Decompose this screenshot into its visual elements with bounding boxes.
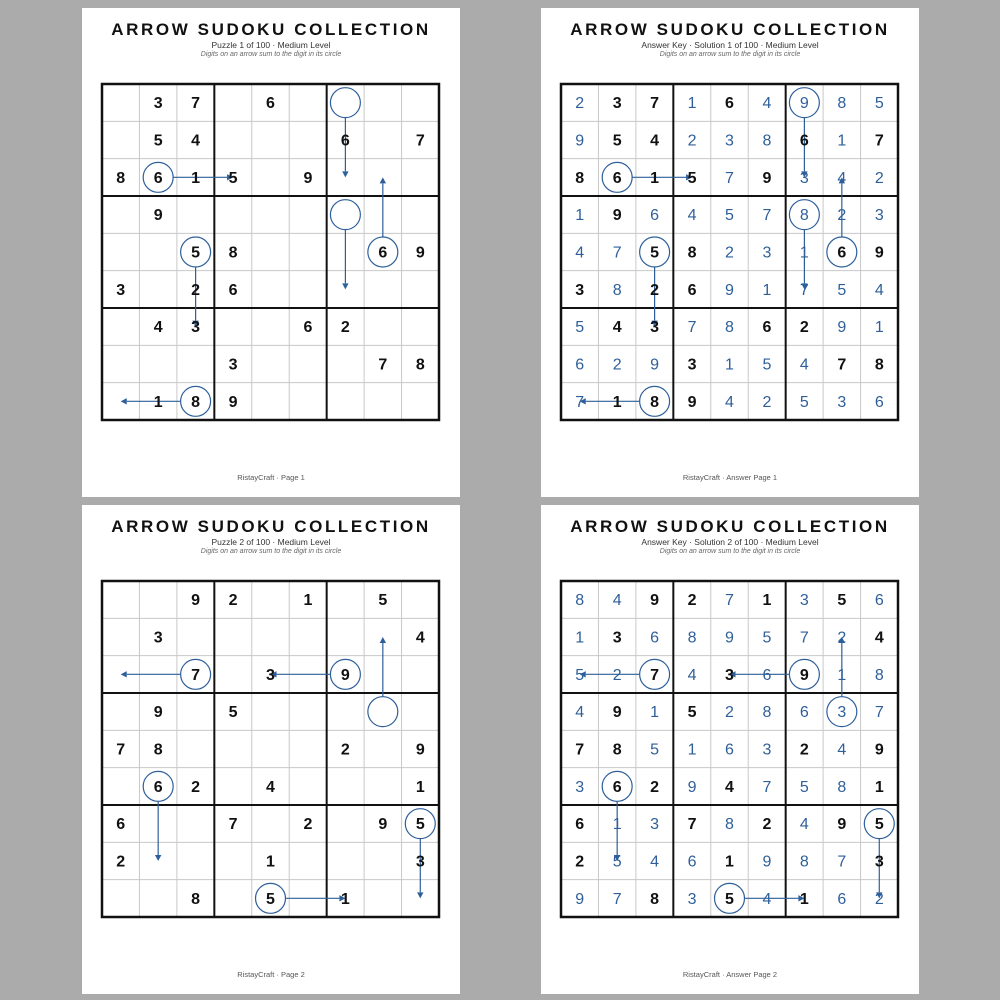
solution-digit: 5 bbox=[874, 95, 884, 113]
solution-digit: 1 bbox=[837, 666, 847, 684]
given-digit: 8 bbox=[687, 244, 697, 262]
solution-digit: 9 bbox=[687, 778, 697, 796]
given-digit: 6 bbox=[725, 95, 734, 113]
sudoku-grid bbox=[102, 84, 439, 420]
solution-digit: 5 bbox=[837, 281, 847, 299]
arrow-head bbox=[417, 892, 423, 898]
page-subtitle: Puzzle 2 of 100 · Medium Level bbox=[211, 537, 331, 547]
given-digit: 9 bbox=[837, 816, 847, 834]
solution-digit: 7 bbox=[725, 169, 734, 187]
solution-digit: 3 bbox=[837, 704, 847, 722]
solution-digit: 2 bbox=[725, 704, 734, 722]
given-digit: 3 bbox=[153, 95, 163, 113]
solution-digit: 7 bbox=[725, 592, 734, 610]
given-digit: 5 bbox=[837, 592, 847, 610]
given-digit: 2 bbox=[762, 816, 772, 834]
solution-digit: 8 bbox=[687, 629, 697, 647]
solution-digit: 8 bbox=[837, 778, 847, 796]
solution-digit: 6 bbox=[650, 629, 660, 647]
solution-digit: 1 bbox=[762, 281, 772, 299]
given-digit: 2 bbox=[340, 741, 350, 759]
answer-page-1 bbox=[541, 8, 919, 497]
given-digit: 6 bbox=[153, 778, 163, 796]
given-digit: 5 bbox=[153, 132, 163, 150]
given-digit: 1 bbox=[725, 853, 734, 871]
solution-digit: 8 bbox=[837, 95, 847, 113]
solution-digit: 9 bbox=[575, 132, 585, 150]
solution-digit: 8 bbox=[799, 853, 809, 871]
solution-digit: 3 bbox=[762, 741, 772, 759]
arrow-head bbox=[380, 637, 386, 643]
solution-digit: 8 bbox=[762, 704, 772, 722]
solution-digit: 4 bbox=[575, 704, 585, 722]
puzzle-page-1 bbox=[82, 8, 460, 497]
solution-digit: 4 bbox=[874, 281, 884, 299]
given-digit: 6 bbox=[266, 95, 275, 113]
given-digit: 1 bbox=[415, 778, 425, 796]
given-digit: 8 bbox=[575, 169, 585, 187]
solution-digit: 6 bbox=[725, 741, 734, 759]
solution-digit: 4 bbox=[762, 95, 772, 113]
given-digit: 7 bbox=[228, 816, 238, 834]
given-digit: 4 bbox=[650, 132, 660, 150]
solution-digit: 9 bbox=[837, 319, 847, 337]
given-digit: 3 bbox=[116, 281, 126, 299]
solution-digit: 8 bbox=[612, 281, 622, 299]
given-digit: 6 bbox=[762, 319, 772, 337]
solution-digit: 7 bbox=[575, 393, 585, 411]
given-digit: 1 bbox=[340, 890, 350, 908]
puzzle-page-2 bbox=[82, 505, 460, 994]
given-digit: 6 bbox=[378, 244, 388, 262]
given-digit: 3 bbox=[153, 629, 163, 647]
solution-digit: 7 bbox=[799, 281, 809, 299]
given-digit: 8 bbox=[116, 169, 126, 187]
solution-digit: 4 bbox=[799, 356, 809, 374]
solution-digit: 7 bbox=[762, 778, 772, 796]
solution-digit: 6 bbox=[762, 666, 772, 684]
solution-digit: 6 bbox=[799, 704, 809, 722]
given-digit: 4 bbox=[725, 778, 734, 796]
given-digit: 6 bbox=[799, 132, 809, 150]
solution-digit: 8 bbox=[762, 132, 772, 150]
arrow-head bbox=[121, 398, 127, 404]
solution-digit: 5 bbox=[575, 319, 585, 337]
solution-digit: 3 bbox=[762, 244, 772, 262]
solution-digit: 6 bbox=[874, 592, 884, 610]
solution-digit: 9 bbox=[650, 356, 660, 374]
solution-digit: 9 bbox=[725, 629, 734, 647]
given-digit: 6 bbox=[340, 132, 350, 150]
given-digit: 8 bbox=[415, 356, 425, 374]
solution-digit: 4 bbox=[687, 666, 697, 684]
given-digit: 1 bbox=[303, 592, 313, 610]
given-digit: 7 bbox=[650, 95, 660, 113]
given-digit: 3 bbox=[612, 629, 622, 647]
solution-digit: 7 bbox=[799, 629, 809, 647]
given-digit: 5 bbox=[378, 592, 388, 610]
page-title: ARROW SUDOKU COLLECTION bbox=[111, 20, 431, 39]
solution-digit: 5 bbox=[799, 393, 809, 411]
given-digit: 3 bbox=[266, 666, 275, 684]
given-digit: 1 bbox=[153, 393, 163, 411]
given-digit: 5 bbox=[228, 169, 238, 187]
given-digit: 8 bbox=[153, 741, 163, 759]
given-digit: 7 bbox=[415, 132, 425, 150]
solution-digit: 9 bbox=[725, 281, 734, 299]
page-footer: RistayCraft · Page 1 bbox=[237, 473, 305, 482]
given-digit: 6 bbox=[228, 281, 238, 299]
given-digit: 6 bbox=[612, 778, 622, 796]
solution-digit: 3 bbox=[874, 207, 884, 225]
given-digit: 4 bbox=[153, 319, 163, 337]
given-digit: 9 bbox=[415, 244, 425, 262]
solution-digit: 7 bbox=[612, 890, 622, 908]
given-digit: 2 bbox=[650, 778, 660, 796]
given-digit: 5 bbox=[612, 132, 622, 150]
given-digit: 2 bbox=[799, 741, 809, 759]
given-digit: 8 bbox=[191, 890, 201, 908]
given-digit: 1 bbox=[874, 778, 884, 796]
solution-digit: 1 bbox=[687, 741, 697, 759]
rule-note: Digits on an arrow sum to the digit in its circle bbox=[659, 548, 801, 555]
given-digit: 5 bbox=[266, 890, 275, 908]
given-digit: 5 bbox=[415, 816, 425, 834]
given-digit: 3 bbox=[650, 319, 660, 337]
solution-digit: 3 bbox=[725, 132, 734, 150]
solution-digit: 1 bbox=[612, 816, 622, 834]
solution-digit: 2 bbox=[762, 393, 772, 411]
given-digit: 3 bbox=[575, 281, 585, 299]
solution-digit: 4 bbox=[575, 244, 585, 262]
given-digit: 9 bbox=[378, 816, 388, 834]
grid-border bbox=[102, 84, 439, 420]
solution-digit: 2 bbox=[837, 629, 847, 647]
given-digit: 6 bbox=[153, 169, 163, 187]
rule-note: Digits on an arrow sum to the digit in its circle bbox=[200, 548, 342, 555]
rule-note: Digits on an arrow sum to the digit in its circle bbox=[200, 51, 342, 58]
page-footer: RistayCraft · Page 2 bbox=[237, 970, 305, 979]
solution-digit: 2 bbox=[874, 169, 884, 187]
solution-digit: 7 bbox=[612, 244, 622, 262]
page-subtitle: Puzzle 1 of 100 · Medium Level bbox=[211, 40, 331, 50]
given-digit: 8 bbox=[228, 244, 238, 262]
solution-digit: 5 bbox=[799, 778, 809, 796]
page-footer: RistayCraft · Answer Page 1 bbox=[682, 473, 778, 482]
solution-digit: 4 bbox=[612, 592, 622, 610]
given-digit: 6 bbox=[303, 319, 313, 337]
solution-digit: 5 bbox=[725, 207, 734, 225]
given-digit: 7 bbox=[191, 666, 201, 684]
solution-digit: 9 bbox=[575, 890, 585, 908]
page-title: ARROW SUDOKU COLLECTION bbox=[570, 517, 890, 536]
solution-digit: 6 bbox=[650, 207, 660, 225]
solution-digit: 8 bbox=[725, 816, 734, 834]
given-digit: 9 bbox=[303, 169, 313, 187]
solution-digit: 9 bbox=[762, 853, 772, 871]
given-digit: 8 bbox=[191, 393, 201, 411]
solution-digit: 2 bbox=[612, 666, 622, 684]
arrow-head bbox=[380, 177, 386, 183]
given-digit: 9 bbox=[612, 207, 622, 225]
solution-digit: 8 bbox=[725, 319, 734, 337]
given-digit: 2 bbox=[650, 281, 660, 299]
given-digit: 7 bbox=[874, 132, 884, 150]
given-digit: 6 bbox=[575, 816, 585, 834]
given-digit: 1 bbox=[762, 592, 772, 610]
given-digit: 6 bbox=[612, 169, 622, 187]
solution-digit: 2 bbox=[575, 95, 585, 113]
solution-digit: 6 bbox=[837, 890, 847, 908]
given-digit: 4 bbox=[191, 132, 201, 150]
solution-digit: 5 bbox=[612, 853, 622, 871]
given-digit: 3 bbox=[415, 853, 425, 871]
arrow-circle bbox=[330, 200, 360, 230]
given-digit: 5 bbox=[687, 704, 697, 722]
given-digit: 3 bbox=[191, 319, 201, 337]
solution-digit: 4 bbox=[650, 853, 660, 871]
given-digit: 9 bbox=[153, 704, 163, 722]
solution-digit: 8 bbox=[575, 592, 585, 610]
solution-digit: 2 bbox=[837, 207, 847, 225]
solution-digit: 5 bbox=[575, 666, 585, 684]
given-digit: 2 bbox=[799, 319, 809, 337]
sudoku-grid bbox=[102, 581, 439, 917]
given-digit: 2 bbox=[116, 853, 126, 871]
solution-digit: 6 bbox=[874, 393, 884, 411]
arrow-head bbox=[342, 171, 348, 177]
given-digit: 4 bbox=[415, 629, 425, 647]
given-digit: 3 bbox=[612, 95, 622, 113]
solution-digit: 5 bbox=[650, 741, 660, 759]
solution-digit: 1 bbox=[799, 244, 809, 262]
solution-digit: 1 bbox=[575, 629, 585, 647]
given-digit: 9 bbox=[874, 244, 884, 262]
solution-digit: 1 bbox=[650, 704, 660, 722]
given-digit: 3 bbox=[725, 666, 734, 684]
solution-digit: 4 bbox=[725, 393, 734, 411]
given-digit: 7 bbox=[837, 356, 847, 374]
given-digit: 7 bbox=[191, 95, 201, 113]
given-digit: 1 bbox=[266, 853, 275, 871]
solution-digit: 6 bbox=[575, 356, 585, 374]
given-digit: 7 bbox=[687, 816, 697, 834]
given-digit: 5 bbox=[874, 816, 884, 834]
sudoku-grid bbox=[561, 581, 898, 917]
given-digit: 2 bbox=[191, 281, 201, 299]
solution-digit: 5 bbox=[762, 629, 772, 647]
given-digit: 6 bbox=[116, 816, 126, 834]
solution-digit: 9 bbox=[799, 95, 809, 113]
given-digit: 1 bbox=[650, 169, 660, 187]
given-digit: 7 bbox=[650, 666, 660, 684]
solution-digit: 1 bbox=[687, 95, 697, 113]
solution-digit: 2 bbox=[612, 356, 622, 374]
solution-digit: 7 bbox=[837, 853, 847, 871]
arrow-head bbox=[155, 855, 161, 861]
given-digit: 8 bbox=[612, 741, 622, 759]
given-digit: 2 bbox=[575, 853, 585, 871]
solution-digit: 6 bbox=[687, 853, 697, 871]
arrow-head bbox=[342, 283, 348, 289]
rule-note: Digits on an arrow sum to the digit in its circle bbox=[659, 51, 801, 58]
given-digit: 1 bbox=[612, 393, 622, 411]
given-digit: 2 bbox=[228, 592, 238, 610]
given-digit: 5 bbox=[687, 169, 697, 187]
solution-digit: 5 bbox=[762, 356, 772, 374]
solution-digit: 1 bbox=[575, 207, 585, 225]
solution-digit: 1 bbox=[837, 132, 847, 150]
given-digit: 9 bbox=[191, 592, 201, 610]
solution-digit: 8 bbox=[799, 207, 809, 225]
arrow-head bbox=[121, 671, 127, 677]
given-digit: 8 bbox=[874, 356, 884, 374]
given-digit: 9 bbox=[650, 592, 660, 610]
page-footer: RistayCraft · Answer Page 2 bbox=[682, 970, 778, 979]
given-digit: 8 bbox=[650, 393, 660, 411]
solution-digit: 3 bbox=[650, 816, 660, 834]
solution-digit: 3 bbox=[799, 169, 809, 187]
page-subtitle: Answer Key · Solution 1 of 100 · Medium Level bbox=[641, 40, 819, 50]
solution-digit: 4 bbox=[837, 741, 847, 759]
solution-digit: 3 bbox=[687, 890, 697, 908]
given-digit: 9 bbox=[687, 393, 697, 411]
given-digit: 2 bbox=[303, 816, 313, 834]
given-digit: 9 bbox=[153, 207, 163, 225]
solution-digit: 7 bbox=[687, 319, 697, 337]
given-digit: 3 bbox=[687, 356, 697, 374]
solution-digit: 4 bbox=[762, 890, 772, 908]
given-digit: 3 bbox=[228, 356, 238, 374]
answer-page-2 bbox=[541, 505, 919, 994]
given-digit: 6 bbox=[837, 244, 847, 262]
given-digit: 9 bbox=[762, 169, 772, 187]
given-digit: 9 bbox=[340, 666, 350, 684]
given-digit: 1 bbox=[191, 169, 201, 187]
page-title: ARROW SUDOKU COLLECTION bbox=[111, 517, 431, 536]
sudoku-grid bbox=[561, 84, 898, 420]
given-digit: 5 bbox=[725, 890, 734, 908]
arrow-circle bbox=[330, 88, 360, 118]
given-digit: 9 bbox=[874, 741, 884, 759]
given-digit: 6 bbox=[687, 281, 697, 299]
page-title: ARROW SUDOKU COLLECTION bbox=[570, 20, 890, 39]
solution-digit: 2 bbox=[687, 132, 697, 150]
solution-digit: 4 bbox=[799, 816, 809, 834]
given-digit: 3 bbox=[874, 853, 884, 871]
given-digit: 7 bbox=[575, 741, 585, 759]
solution-digit: 3 bbox=[837, 393, 847, 411]
given-digit: 4 bbox=[266, 778, 275, 796]
given-digit: 5 bbox=[191, 244, 201, 262]
given-digit: 4 bbox=[874, 629, 884, 647]
page-subtitle: Answer Key · Solution 2 of 100 · Medium Level bbox=[641, 537, 819, 547]
solution-digit: 3 bbox=[799, 592, 809, 610]
given-digit: 7 bbox=[116, 741, 126, 759]
given-digit: 8 bbox=[650, 890, 660, 908]
solution-digit: 4 bbox=[687, 207, 697, 225]
given-digit: 9 bbox=[415, 741, 425, 759]
arrow-circle bbox=[368, 697, 398, 727]
solution-digit: 4 bbox=[837, 169, 847, 187]
solution-digit: 8 bbox=[874, 666, 884, 684]
given-digit: 7 bbox=[378, 356, 388, 374]
given-digit: 2 bbox=[191, 778, 201, 796]
given-digit: 4 bbox=[612, 319, 622, 337]
solution-digit: 1 bbox=[725, 356, 734, 374]
given-digit: 2 bbox=[687, 592, 697, 610]
given-digit: 2 bbox=[340, 319, 350, 337]
given-digit: 1 bbox=[799, 890, 809, 908]
given-digit: 9 bbox=[228, 393, 238, 411]
given-digit: 9 bbox=[799, 666, 809, 684]
given-digit: 5 bbox=[228, 704, 238, 722]
solution-digit: 1 bbox=[874, 319, 884, 337]
given-digit: 5 bbox=[650, 244, 660, 262]
given-digit: 9 bbox=[612, 704, 622, 722]
solution-digit: 2 bbox=[725, 244, 734, 262]
solution-digit: 3 bbox=[575, 778, 585, 796]
solution-digit: 2 bbox=[874, 890, 884, 908]
solution-digit: 7 bbox=[874, 704, 884, 722]
solution-digit: 7 bbox=[762, 207, 772, 225]
